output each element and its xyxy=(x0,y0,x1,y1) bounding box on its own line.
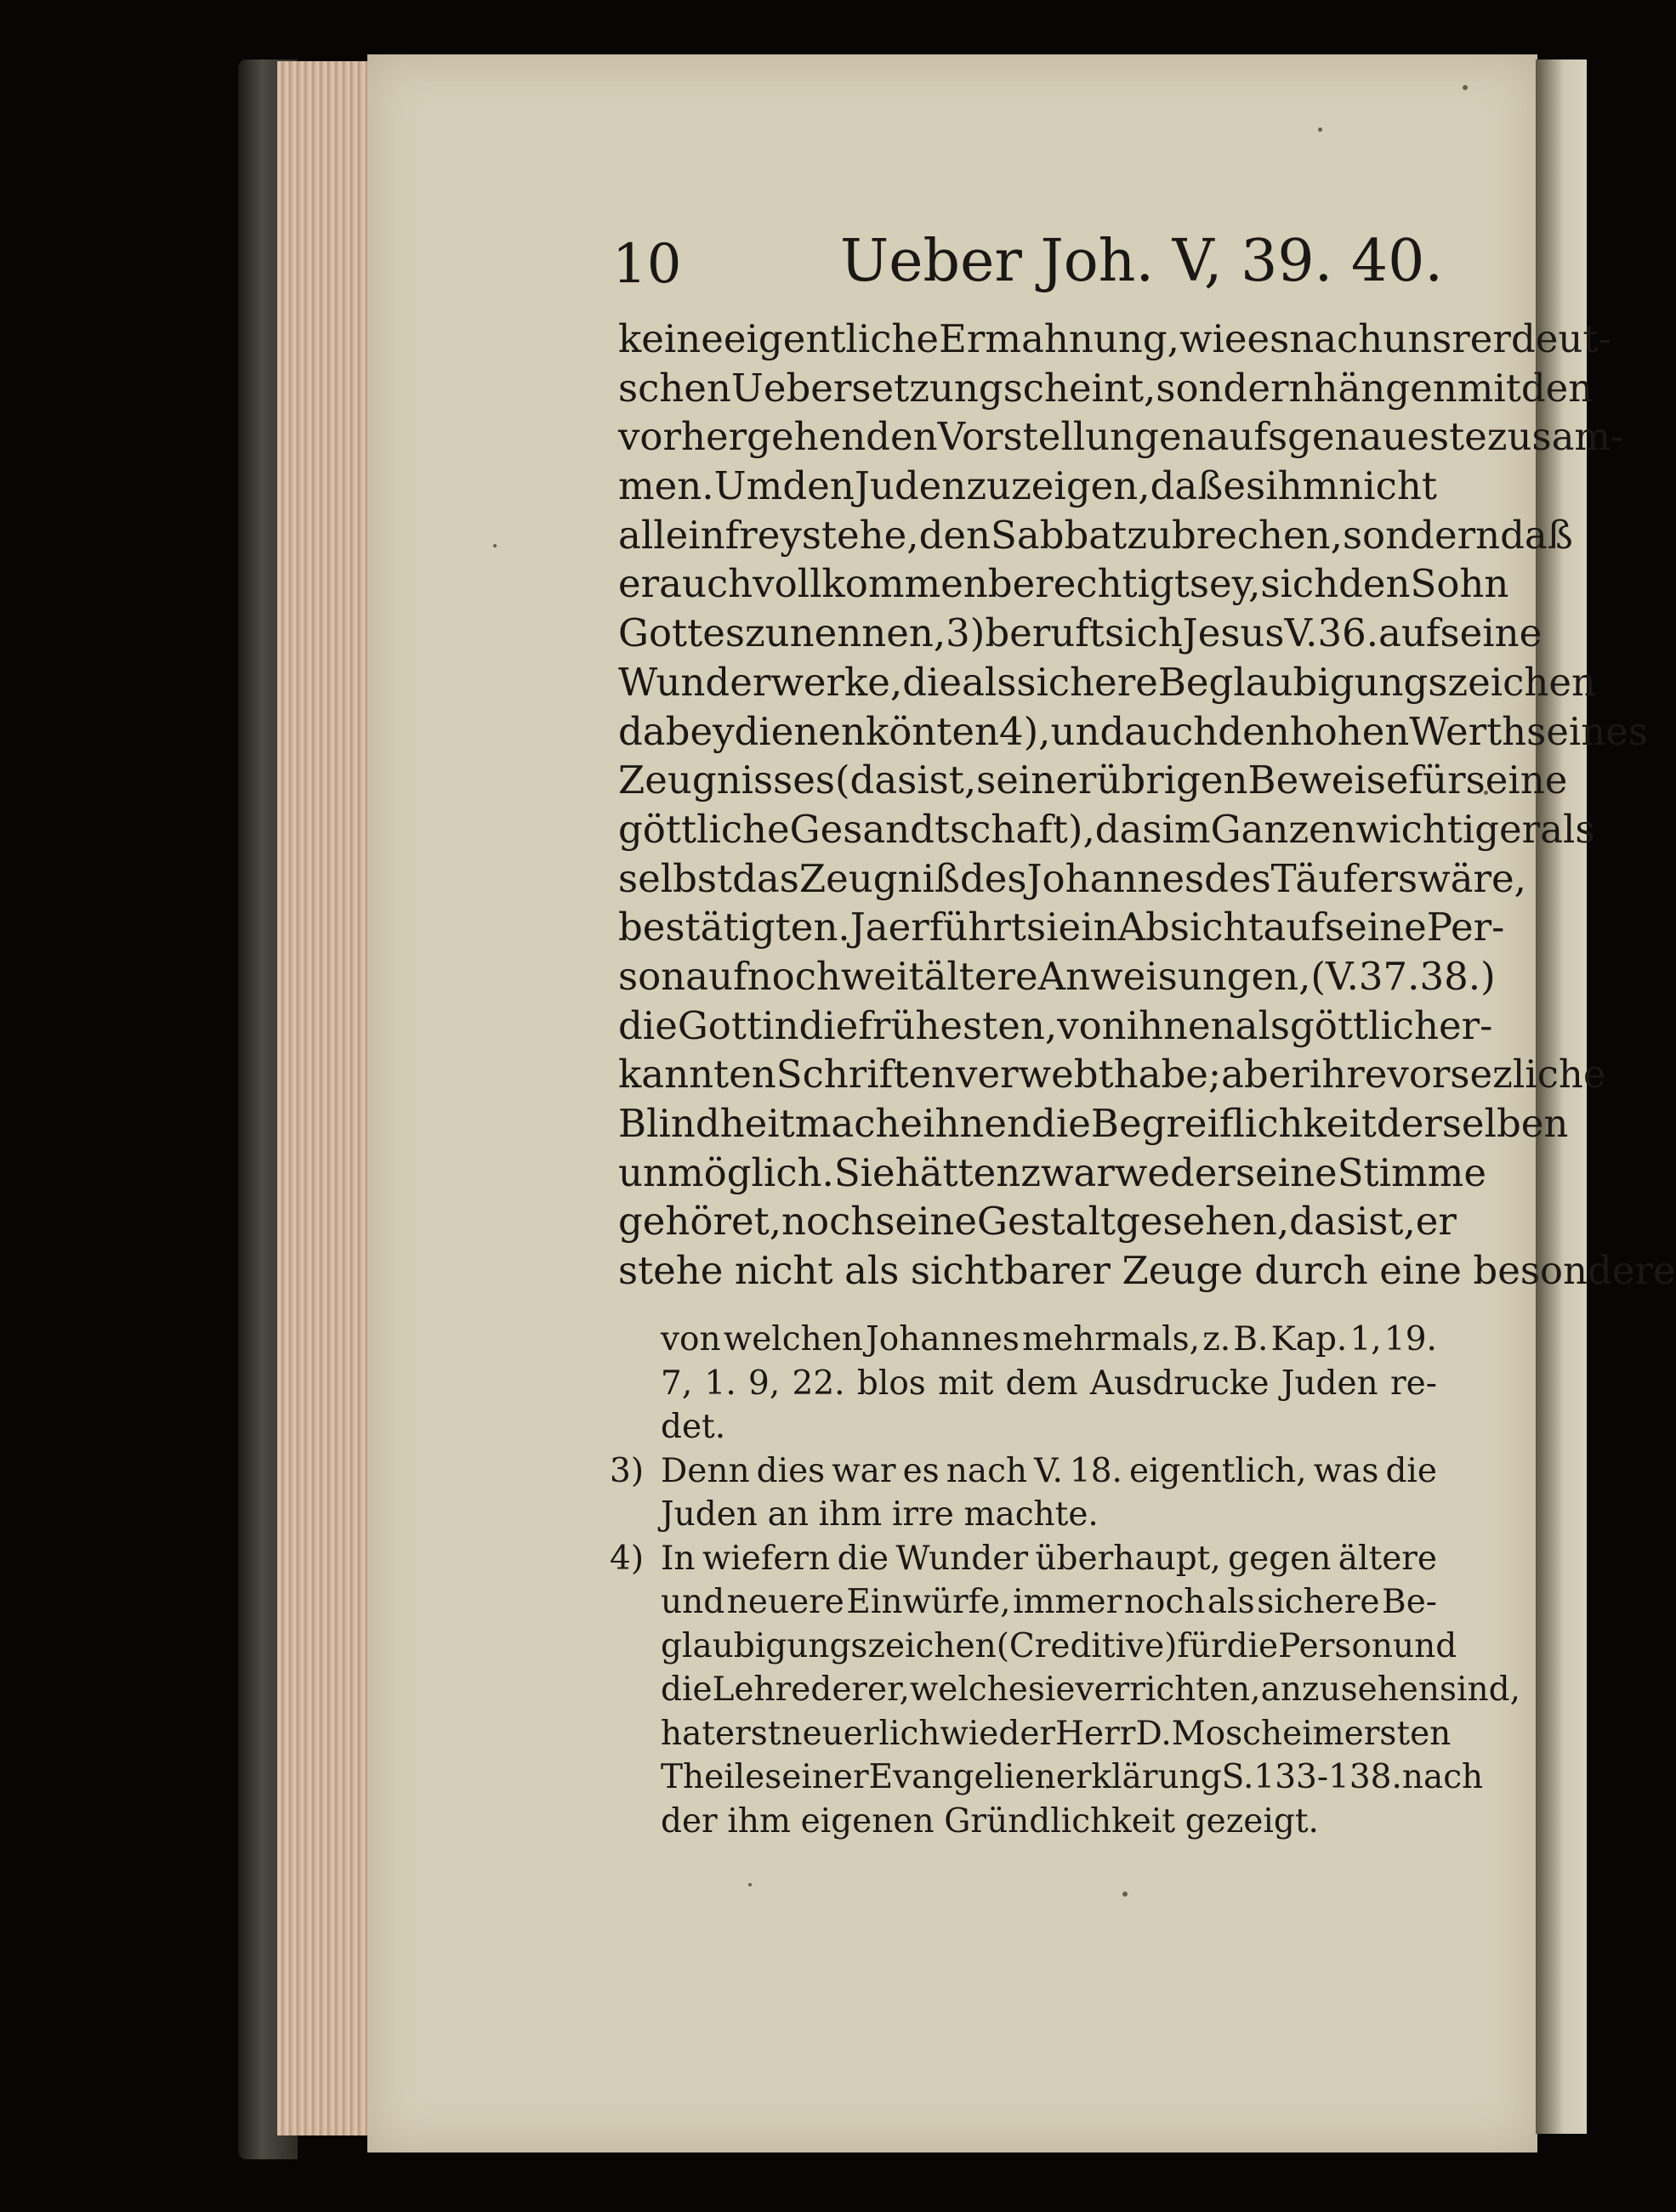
text-line: Blindheit mache ihnen die Begreiflichkeit derselben xyxy=(618,1101,1569,1146)
text-line: kannten Schriften verwebt habe; aber ihre vorsezliche xyxy=(618,1052,1606,1097)
footnote-line: Denn dies war es nach V. 18. eigentlich, was die xyxy=(661,1451,1437,1490)
text-line: bestätigten. Ja er führt sie in Absicht auf seine Per- xyxy=(618,905,1505,950)
footnote-line: und neuere Einwürfe, immer noch als sichere Be- xyxy=(661,1583,1437,1621)
text-line: stehe nicht als sichtbarer Zeuge durch eine besondere xyxy=(618,1248,1676,1294)
footnote-line: hat erst neuerlich wieder Herr D. Mosche im ersten xyxy=(661,1714,1452,1753)
text-line: göttliche Gesandtschaft), das im Ganzen wichtiger als xyxy=(618,806,1595,852)
text-line: allein frey stehe, den Sabbat zu brechen, sondern daß xyxy=(618,512,1573,558)
footnote-line: von welchen Johannes mehrmals, z. B. Kap. 1, 19. xyxy=(661,1320,1437,1358)
footnote-line: Theile seiner Evangelienerklärung S. 133-138. nach xyxy=(661,1758,1484,1796)
text-line: Wunderwerke, die als sichere Beglaubigungszeichen xyxy=(618,659,1596,705)
text-line: men. Um den Juden zu zeigen, daß es ihm nicht xyxy=(618,463,1437,509)
footnote-marker: 3) xyxy=(610,1451,645,1490)
footnote-line: der ihm eigenen Gründlichkeit gezeigt. xyxy=(661,1801,1319,1840)
text-line: schen Uebersetzung scheint, sondern hängen mit den xyxy=(618,365,1594,411)
text-line: gehöret, noch seine Gestalt gesehen, das ist, er xyxy=(618,1199,1457,1245)
footnote xyxy=(610,1537,1520,1844)
running-head xyxy=(612,223,1463,316)
text-line: son auf noch weit ältere Anweisungen, (V. 37. 38.) xyxy=(618,953,1496,999)
text-line: keine eigentliche Ermahnung, wie es nach unsrer deut- xyxy=(618,316,1611,361)
footnote-line: glaubigungszeichen (Creditive) für die Person und xyxy=(661,1626,1457,1665)
footnote-line: 7, 1. 9, 22. blos mit dem Ausdrucke Juden re- xyxy=(661,1364,1437,1403)
page-edges xyxy=(277,61,371,2135)
footnote xyxy=(661,1318,1437,1449)
text-line: er auch vollkommen berechtigt sey, sich den Sohn xyxy=(618,561,1509,607)
footnote-line: In wiefern die Wunder überhaupt, gegen ältere xyxy=(661,1539,1437,1578)
text-line: selbst das Zeugniß des Johannes des Täufers wäre, xyxy=(618,855,1526,901)
text-line: vorhergehenden Vorstellungen aufs genaueste zusam- xyxy=(618,414,1624,460)
footnote-line: det. xyxy=(661,1408,726,1446)
footnote-marker: 4) xyxy=(610,1539,645,1578)
footnote-line: die Lehre derer, welche sie verrichten, anzusehen sind, xyxy=(661,1670,1520,1709)
text-line: Gottes zu nennen, 3) beruft sich Jesus V. 36. auf seine xyxy=(618,610,1542,656)
page-number: 10 xyxy=(612,233,682,296)
text-line: Zeugnisses (das ist, seiner übrigen Beweise für seine xyxy=(618,757,1568,803)
page-header-title: Ueber Joh. V, 39. 40. xyxy=(840,228,1444,295)
text-line: die Gott in die frühesten, von ihnen als göttlich er- xyxy=(618,1002,1493,1048)
text-line: unmöglich. Sie hätten zwar weder seine Stimme xyxy=(618,1149,1486,1195)
footnote-line: Juden an ihm irre machte. xyxy=(661,1495,1099,1534)
footnotes xyxy=(610,1318,1520,1843)
text-line: dabey dienen könten 4), und auch den hohen Werth seines xyxy=(618,708,1648,754)
footnote xyxy=(610,1449,1437,1537)
main-text xyxy=(618,315,1676,1296)
